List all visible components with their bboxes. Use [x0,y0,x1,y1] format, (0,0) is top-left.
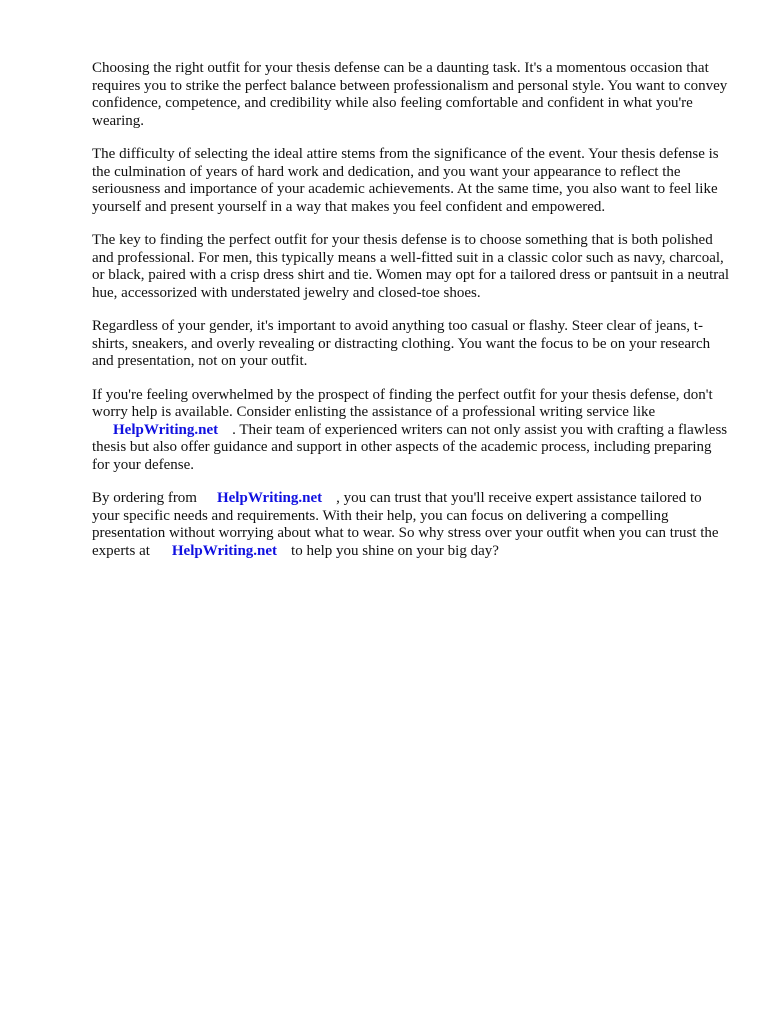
document-body [92,60,732,576]
helpwriting-link-3[interactable]: HelpWriting.net [171,542,278,559]
paragraph-1: Choosing the right outfit for your thesis defense can be a daunting task. It's a momentous occasion that requires you to strike the perfect balance between professionalism and personal style. You want to convey confidence, competence, and credibility while also feeling comfortable and confident in what you're wearing. [92,60,728,129]
paragraph-5 [92,387,732,475]
paragraph-6-text-before: By ordering from [92,490,197,506]
paragraph-6-text-middle: , you can trust that you'll receive expert assistance tailored to your specific needs and requirements. With their help, you can focus on delivering a compelling presentation without worrying about what to wear. So why stress over your outfit when you can trust the experts at [92,490,719,559]
paragraph-5-text-before: If you're feeling overwhelmed by the prospect of finding the perfect outfit for your thesis defense, don't worry help is available. Consider enlisting the assistance of a professional writing service like [92,386,713,420]
paragraph-3: The key to finding the perfect outfit for your thesis defense is to choose something that is both polished and professional. For men, this typically means a well-fitted suit in a classic color such as navy, charcoal, or black, paired with a crisp dress shirt and tie. Women may opt for a tailored dress or pantsuit in a neutral hue, accessorized with understated jewelry and closed-toe shoes. [92,232,730,301]
paragraph-6 [92,490,732,560]
paragraph-6-text-after: to help you shine on your big day? [291,542,499,559]
helpwriting-link-1[interactable]: HelpWriting.net [113,421,219,438]
paragraph-2: The difficulty of selecting the ideal attire stems from the significance of the event. Your thesis defense is the culmination of years of hard work and dedication, and you want your appearance to reflect the seriousness and importance of your academic achievements. At the same time, you also want to feel like yourself and present yourself in a way that makes you feel confident and empowered. [92,146,719,215]
paragraph-5-text-after: . Their team of experienced writers can not only assist you with crafting a flawless thesis but also offer guidance and support in other aspects of the academic process, including preparing for your defense. [92,421,728,473]
paragraph-4: Regardless of your gender, it's important to avoid anything too casual or flashy. Steer clear of jeans, t-shirts, sneakers, and overly revealing or distracting clothing. You want the focus to be on your research and presentation, not on your outfit. [92,318,711,369]
helpwriting-link-2[interactable]: HelpWriting.net [216,490,323,506]
